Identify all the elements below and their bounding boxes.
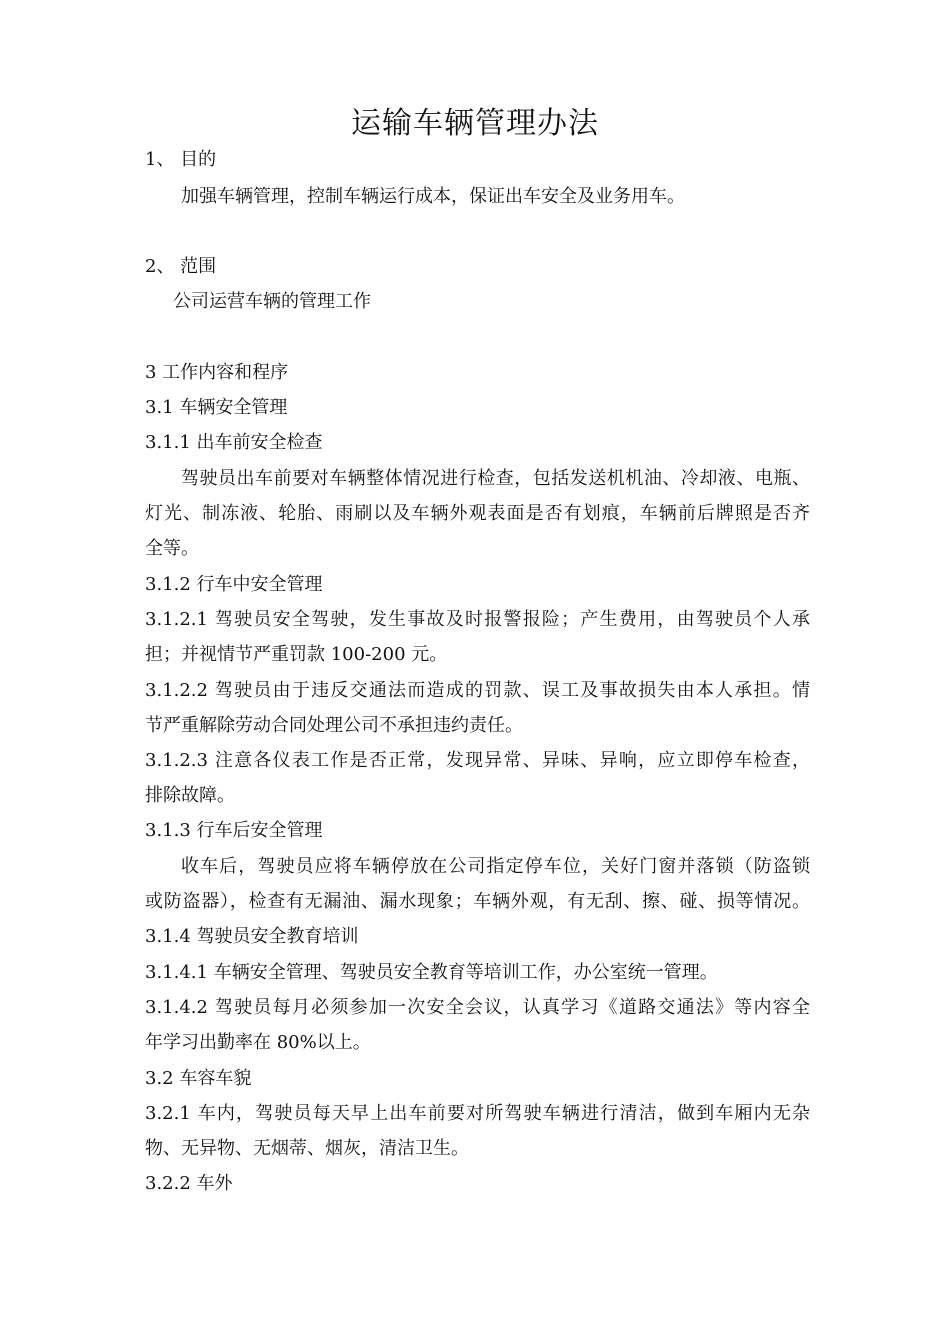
document-title: 运输车辆管理办法 [351, 106, 599, 141]
text-line: 2、 范围 [145, 256, 217, 277]
text-line: 3.2 车容车貌 [145, 1068, 252, 1089]
text-line: 或防盗器），检查有无漏油、漏水现象；车辆外观，有无刮、擦、碰、损等情况。 [145, 891, 810, 912]
text-line: 3.1.1 出车前安全检查 [145, 432, 323, 453]
text-line: 3 工作内容和程序 [145, 362, 289, 383]
text-line: 排除故障。 [145, 785, 235, 806]
text-line: 公司运营车辆的管理工作 [173, 291, 371, 312]
text-line: 3.1.4.2 驾驶员每月必须参加一次安全会议，认真学习《道路交通法》等内容全 [145, 997, 810, 1018]
text-line: 3.1.4.1 车辆安全管理、驾驶员安全教育等培训工作，办公室统一管理。 [145, 962, 718, 983]
text-line: 3.1.2 行车中安全管理 [145, 574, 323, 595]
text-line: 1、 目的 [145, 149, 217, 170]
text-line: 3.2.2 车外 [145, 1173, 233, 1194]
text-line: 3.1 车辆安全管理 [145, 397, 288, 418]
text-line: 驾驶员出车前要对车辆整体情况进行检查，包括发送机机油、冷却液、电瓶、 [181, 468, 810, 489]
text-line: 3.1.2.1 驾驶员安全驾驶，发生事故及时报警报险；产生费用，由驾驶员个人承 [145, 609, 810, 630]
text-line: 物、无异物、无烟蒂、烟灰，清洁卫生。 [145, 1138, 469, 1159]
text-line: 年学习出勤率在 80%以上。 [145, 1032, 371, 1053]
text-line: 3.2.1 车内，驾驶员每天早上出车前要对所驾驶车辆进行清洁，做到车厢内无杂 [145, 1103, 810, 1124]
text-line: 担；并视情节严重罚款 100-200 元。 [145, 644, 448, 665]
text-line: 节严重解除劳动合同处理公司不承担违约责任。 [145, 715, 523, 736]
text-line: 灯光、制冻液、轮胎、雨刷以及车辆外观表面是否有划痕，车辆前后牌照是否齐 [145, 503, 810, 524]
text-line: 3.1.2.3 注意各仪表工作是否正常，发现异常、异味、异响，应立即停车检查， [145, 750, 810, 771]
text-line: 加强车辆管理，控制车辆运行成本，保证出车安全及业务用车。 [181, 186, 685, 207]
text-line: 3.1.3 行车后安全管理 [145, 820, 323, 841]
text-line: 全等。 [145, 538, 199, 559]
text-line: 3.1.2.2 驾驶员由于违反交通法而造成的罚款、误工及事故损失由本人承担。情 [145, 680, 810, 701]
text-line: 3.1.4 驾驶员安全教育培训 [145, 926, 359, 947]
text-line: 收车后，驾驶员应将车辆停放在公司指定停车位，关好门窗并落锁（防盗锁 [181, 856, 810, 877]
